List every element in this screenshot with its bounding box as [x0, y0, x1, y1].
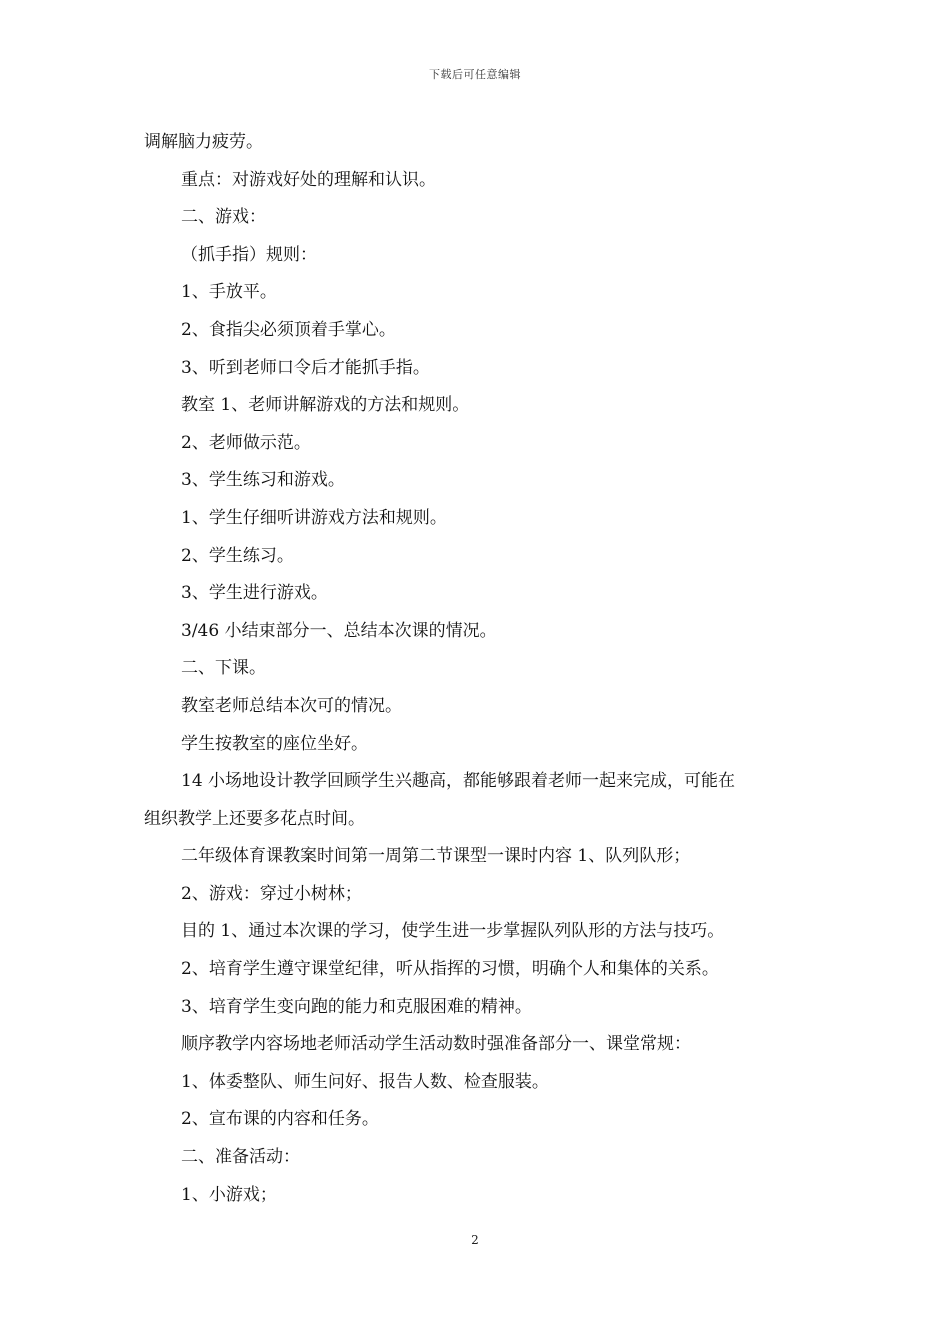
paragraph-line: 1、学生仔细听讲游戏方法和规则。 — [181, 507, 447, 528]
document-body — [144, 124, 808, 1214]
paragraph-line: （抓手指）规则： — [181, 244, 317, 265]
paragraph-line: 3、培育学生变向跑的能力和克服困难的精神。 — [181, 996, 532, 1017]
paragraph-line: 二、游戏： — [181, 207, 266, 228]
paragraph-line: 1、手放平。 — [181, 282, 277, 303]
page-number: 2 — [471, 1233, 479, 1247]
paragraph-line: 教室 1、老师讲解游戏的方法和规则。 — [181, 395, 470, 416]
paragraph-line: 2、学生练习。 — [181, 545, 294, 566]
paragraph-line: 2、老师做示范。 — [181, 432, 311, 453]
paragraph-line: 目的 1、通过本次课的学习，使学生进一步掌握队列队形的方法与技巧。 — [181, 921, 725, 942]
paragraph-line: 调解脑力疲劳。 — [144, 132, 263, 152]
paragraph-line: 3、学生进行游戏。 — [181, 583, 328, 604]
paragraph-line: 3、学生练习和游戏。 — [181, 470, 345, 491]
paragraph-line: 3/46 小结束部分一、总结本次课的情况。 — [181, 620, 497, 641]
paragraph-line: 二、下课。 — [181, 658, 266, 679]
paragraph-line: 重点：对游戏好处的理解和认识。 — [181, 169, 436, 190]
paragraph-line: 教室老师总结本次可的情况。 — [181, 695, 402, 716]
paragraph-line: 1、小游戏； — [181, 1184, 277, 1205]
paragraph-line: 二年级体育课教案时间第一周第二节课型一课时内容 1、队列队形； — [181, 846, 691, 867]
paragraph-line: 3、听到老师口令后才能抓手指。 — [181, 357, 430, 378]
paragraph-line: 二、准备活动： — [181, 1147, 300, 1168]
paragraph-line: 2、宣布课的内容和任务。 — [181, 1109, 379, 1130]
paragraph-line: 学生按教室的座位坐好。 — [181, 733, 368, 754]
page-header: 下载后可任意编辑 — [429, 68, 521, 81]
paragraph-line: 顺序教学内容场地老师活动学生活动数时强准备部分一、课堂常规： — [181, 1034, 691, 1055]
paragraph-line: 组织教学上还要多花点时间。 — [144, 808, 365, 829]
paragraph-line: 2、游戏：穿过小树林； — [181, 883, 362, 904]
paragraph-line: 14 小场地设计教学回顾学生兴趣高，都能够跟着老师一起来完成，可能在 — [181, 771, 736, 792]
paragraph-line: 2、培育学生遵守课堂纪律，听从指挥的习惯，明确个人和集体的关系。 — [181, 959, 719, 980]
paragraph-line: 1、体委整队、师生问好、报告人数、检查服装。 — [181, 1071, 549, 1092]
paragraph-line: 2、食指尖必须顶着手掌心。 — [181, 319, 396, 340]
